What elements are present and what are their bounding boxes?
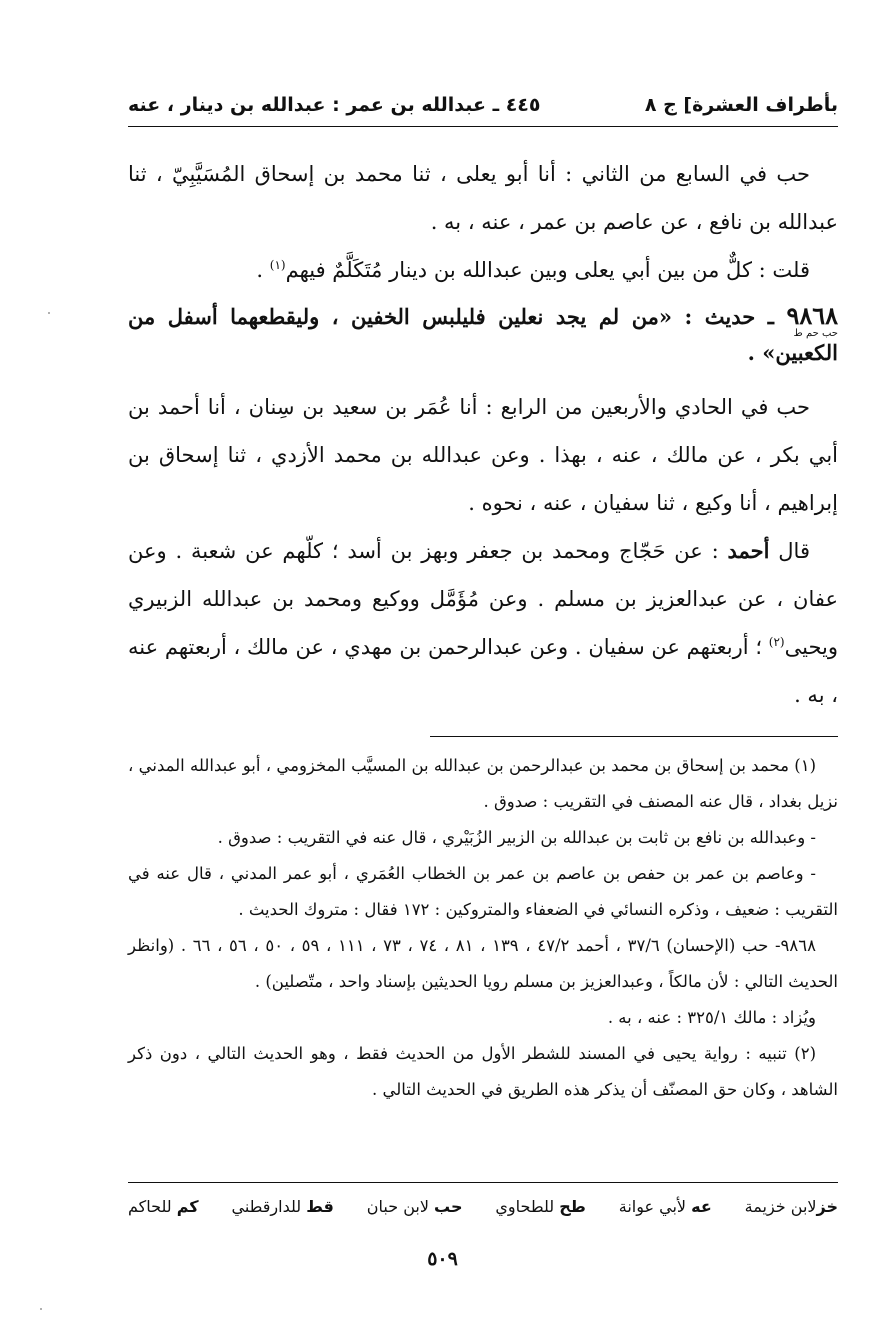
footnotes [128,748,838,1108]
abbreviation-item: حب لابن حبان [366,1196,463,1216]
hadith-label: حديث : [672,304,756,329]
page-number: ٥٠٩ [427,1248,458,1270]
source-name: أحمد [727,538,770,563]
running-header [128,88,838,122]
footnote: (٢) تنبيه : رواية يحيى في المسند للشطر الأول من الحديث فقط ، وهو الحديث التالي ، دون ذكر الشاهد ، وكان حق المصنّف أن يذكر هذه الطريق في الحديث التالي . [128,1044,838,1099]
header-volume: بأطراف العشرة] ج ٨ [644,94,838,116]
abbreviation-item: عه لأبي عوانة [618,1196,712,1216]
scan-speck [48,312,50,314]
footnote: ٩٨٦٨- حب (الإحسان) ٣٧/٦ ، أحمد ٤٧/٢ ، ١٣٩ ، ٨١ ، ٧٤ ، ٧٣ ، ١١١ ، ٥٩ ، ٥٠ ، ٥٦ ، ٦٦ . (وانظر الحديث التالي : لأن مالكاً ، وعبدالعزيز بن مسلم رويا الحديثين بإسناد واحد ، متّصلين) . [128,936,838,991]
footnote: (١) محمد بن إسحاق بن محمد بن عبدالرحمن بن عبدالله بن المسيَّب المخزومي ، أبو عبدالله المدني ، نزيل بغداد ، قال عنه المصنف في التقريب : صدوق . [128,756,838,811]
paragraph: قال أحمد : عن حَجّاج ومحمد بن جعفر وبهز بن أسد ؛ كلّهم عن شعبة . وعن عفان ، عن عبدالعزيز بن مسلم . وعن مُؤَمَّل ووكيع ومحمد بن عبدالله الزبيري ويحيى$^{(٢)}$ ؛ أربعتهم عن سفيان . وعن عبدالرحمن بن مهدي ، عن مالك ، أربعتهم عنه ، به . [128,538,838,707]
abbreviations-rule [128,1182,838,1183]
footnote: ويُزاد : مالك ٣٢٥/١ : عنه ، به . [607,1008,816,1027]
footnote: - وعاصم بن عمر بن حفص بن عاصم بن عمر بن الخطاب العُمَري ، أبو عمر المدني ، قال عنه في التقريب : ضعيف ، وذكره النسائي في الضعفاء والمتروكين : ١٧٢ فقال : متروك الحديث . [128,864,838,919]
paragraph-note: قلت : كلٌّ من بين أبي يعلى وبين عبدالله بن دينار مُتَكَلَّمٌ فيهم$^{(١)}$ . [256,258,810,282]
footnote-ref[interactable]: (١) [269,258,286,272]
scan-speck [40,1308,42,1310]
paragraph: حب في الحادي والأربعين من الرابع : أنا عُمَر بن سعيد بن سِنان ، أنا أحمد بن أبي بكر ، عن مالك ، عنه ، بهذا . وعن عبدالله بن محمد الأزدي ، ثنا إسحاق بن إبراهيم ، أنا وكيع ، ثنا سفيان ، عنه ، نحوه . [128,395,838,515]
hadith-number: ٩٨٦٨ [786,301,838,330]
footnote-ref[interactable]: (٢) [768,635,785,649]
abbreviation-item: طح للطحاوي [495,1196,586,1216]
abbreviation-item: كم للحاكم [128,1196,199,1216]
paragraph: حب في السابع من الثاني : أنا أبو يعلى ، ثنا محمد بن إسحاق المُسَيَّبِيّ ، ثنا عبدالله بن نافع ، عن عاصم بن عمر ، عنه ، به . [128,162,838,234]
header-chapter: ٤٤٥ ـ عبدالله بن عمر : عبدالله بن دينار ، عنه [128,94,541,116]
header-rule [128,126,838,127]
hadith-sigla: حب حم ط [793,328,838,339]
footnote-separator [430,736,838,737]
abbreviation-item: خزلابن خزيمة [744,1196,838,1216]
footnote: - وعبدالله بن نافع بن ثابت بن عبدالله بن الزبير الزُبَيْري ، قال عنه في التقريب : صدوق . [217,828,816,847]
main-text [128,150,838,719]
abbreviations-key [128,1190,838,1222]
hadith-text: «من لم يجد نعلين فليلبس الخفين ، وليقطعهما أسفل من الكعبين» . [128,304,838,365]
abbreviation-item: قط للدارقطني [231,1196,334,1216]
hadith-entry: ٩٨٦٨ ـ حديث : «من لم يجد نعلين فليلبس الخفين ، وليقطعهما أسفل من الكعبين» . حب حم ط [128,301,838,365]
